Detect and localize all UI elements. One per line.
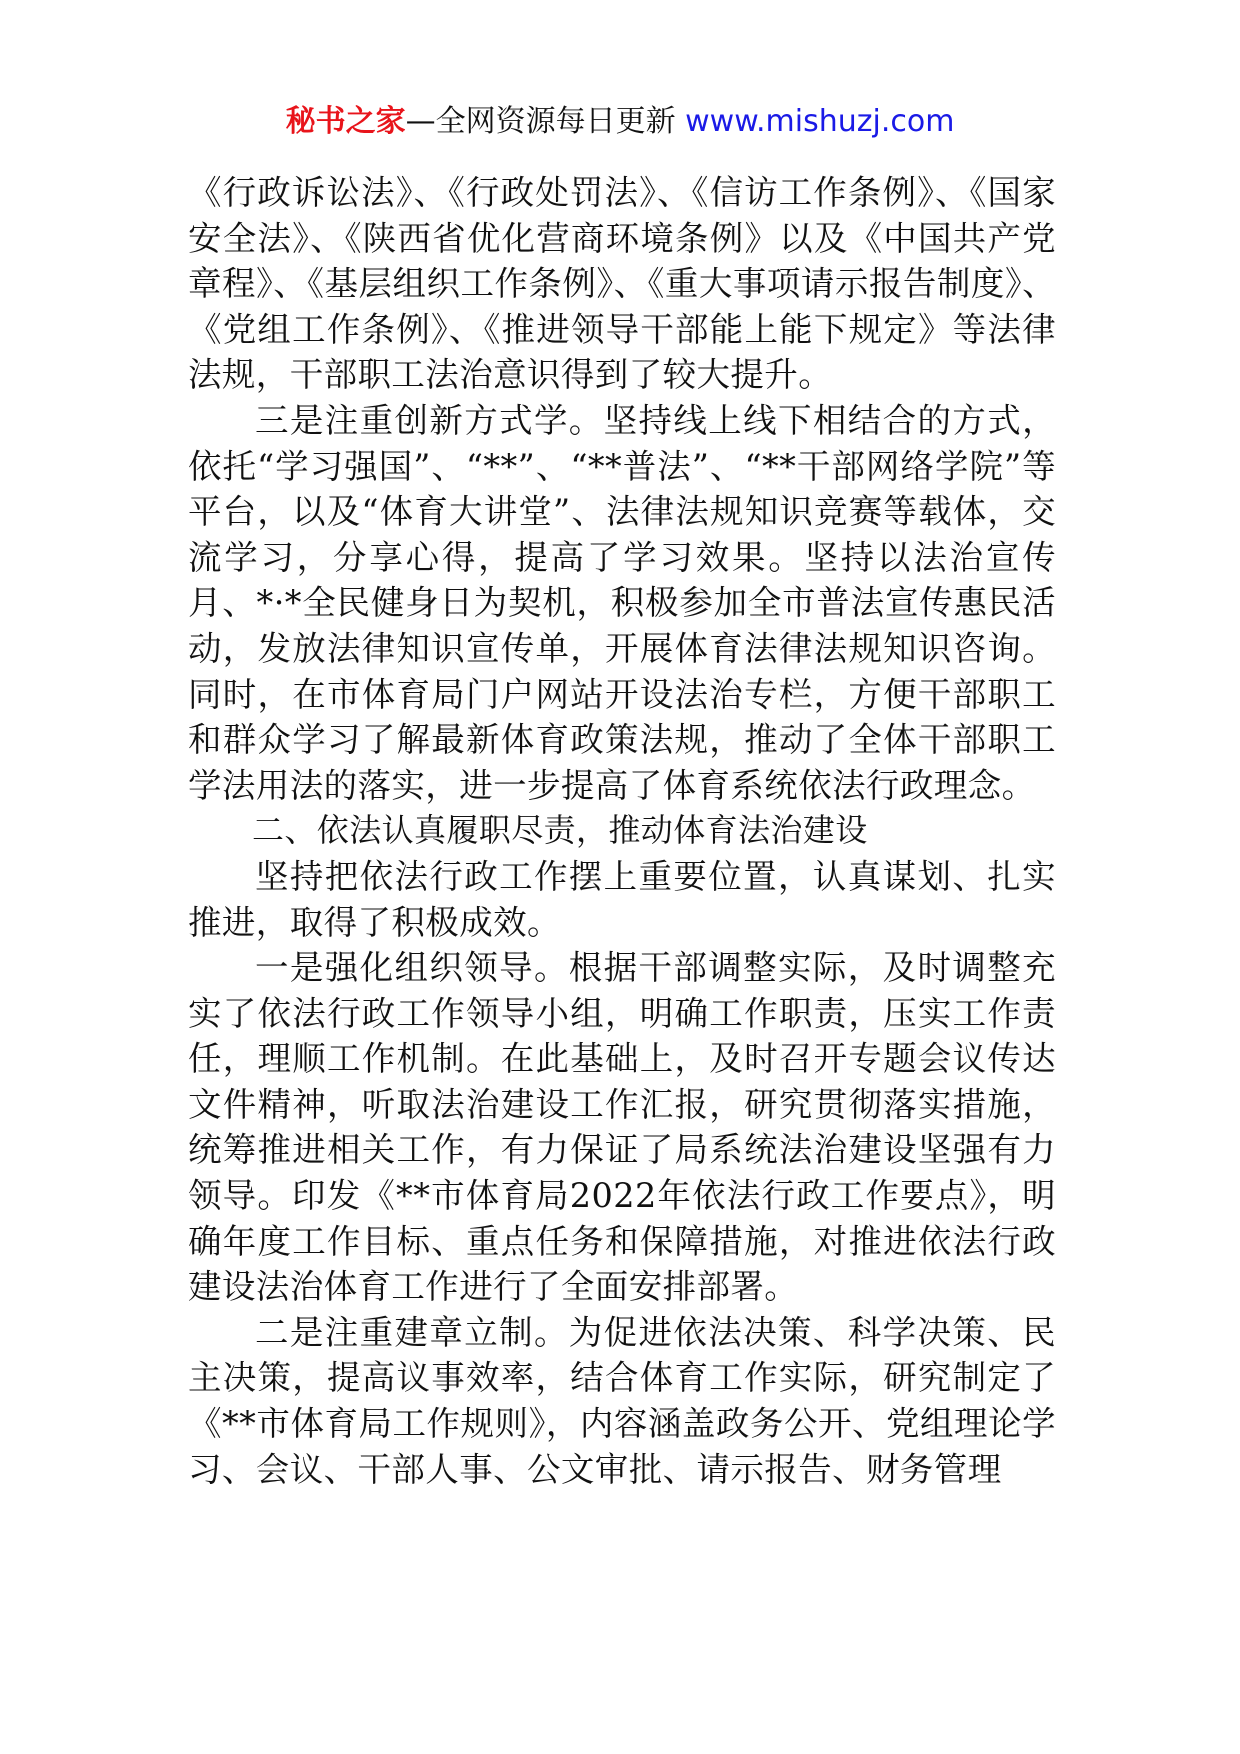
- section-heading-2: 二、依法认真履职尽责，推动体育法治建设: [252, 811, 868, 850]
- paragraph-continued-law-list: 《行政诉讼法》、《行政处罚法》、《信访工作条例》、《国家安全法》、《陕西省优化营商环境条例》以及《中国共产党章程》、《基层组织工作条例》、《重大事项请示报告制度》、《党组工作条例》、《推进领导干部能上能下规定》等法律法规，干部职工法治意识得到了较大提升。: [188, 173, 1056, 395]
- header-url-link[interactable]: www.mishuzj.com: [685, 104, 955, 139]
- paragraph-rules-system: 二是注重建章立制。为促进依法决策、科学决策、民主决策，提高议事效率，结合体育工作实际，研究制定了《**市体育局工作规则》，内容涵盖政务公开、党组理论学习、会议、干部人事、公文审批、请示报告、财务管理: [188, 1312, 1056, 1489]
- paragraph-innovative-learning: 三是注重创新方式学。坚持线上线下相结合的方式，依托“学习强国”、“**”、“**普法”、“**干部网络学院”等平台，以及“体育大讲堂”、法律法规知识竞赛等载体，交流学习，分享心得，提高了学习效果。坚持以法治宣传月、*·*全民健身日为契机，积极参加全市普法宣传惠民活动，发放法律知识宣传单，开展体育法律法规知识咨询。同时，在市体育局门户网站开设法治专栏，方便干部职工和群众学习了解最新体育政策法规，推动了全体干部职工学法用法的落实，进一步提高了体育系统依法行政理念。: [188, 400, 1056, 805]
- header-brand: 秘书之家: [285, 104, 406, 139]
- header-tagline: —全网资源每日更新: [405, 104, 686, 139]
- paragraph-section-intro: 坚持把依法行政工作摆上重要位置，认真谋划、扎实推进，取得了积极成效。: [188, 856, 1056, 942]
- paragraph-organizational-leadership: 一是强化组织领导。根据干部调整实际，及时调整充实了依法行政工作领导小组，明确工作职责，压实工作责任，理顺工作机制。在此基础上，及时召开专题会议传达文件精神，听取法治建设工作汇报，研究贯彻落实措施，统筹推进相关工作，有力保证了局系统法治建设坚强有力领导。印发《**市体育局2022年依法行政工作要点》，明确年度工作目标、重点任务和保障措施，对推进依法行政建设法治体育工作进行了全面安排部署。: [188, 948, 1056, 1307]
- page-header: [0, 100, 1240, 144]
- document-body: [188, 170, 1056, 1492]
